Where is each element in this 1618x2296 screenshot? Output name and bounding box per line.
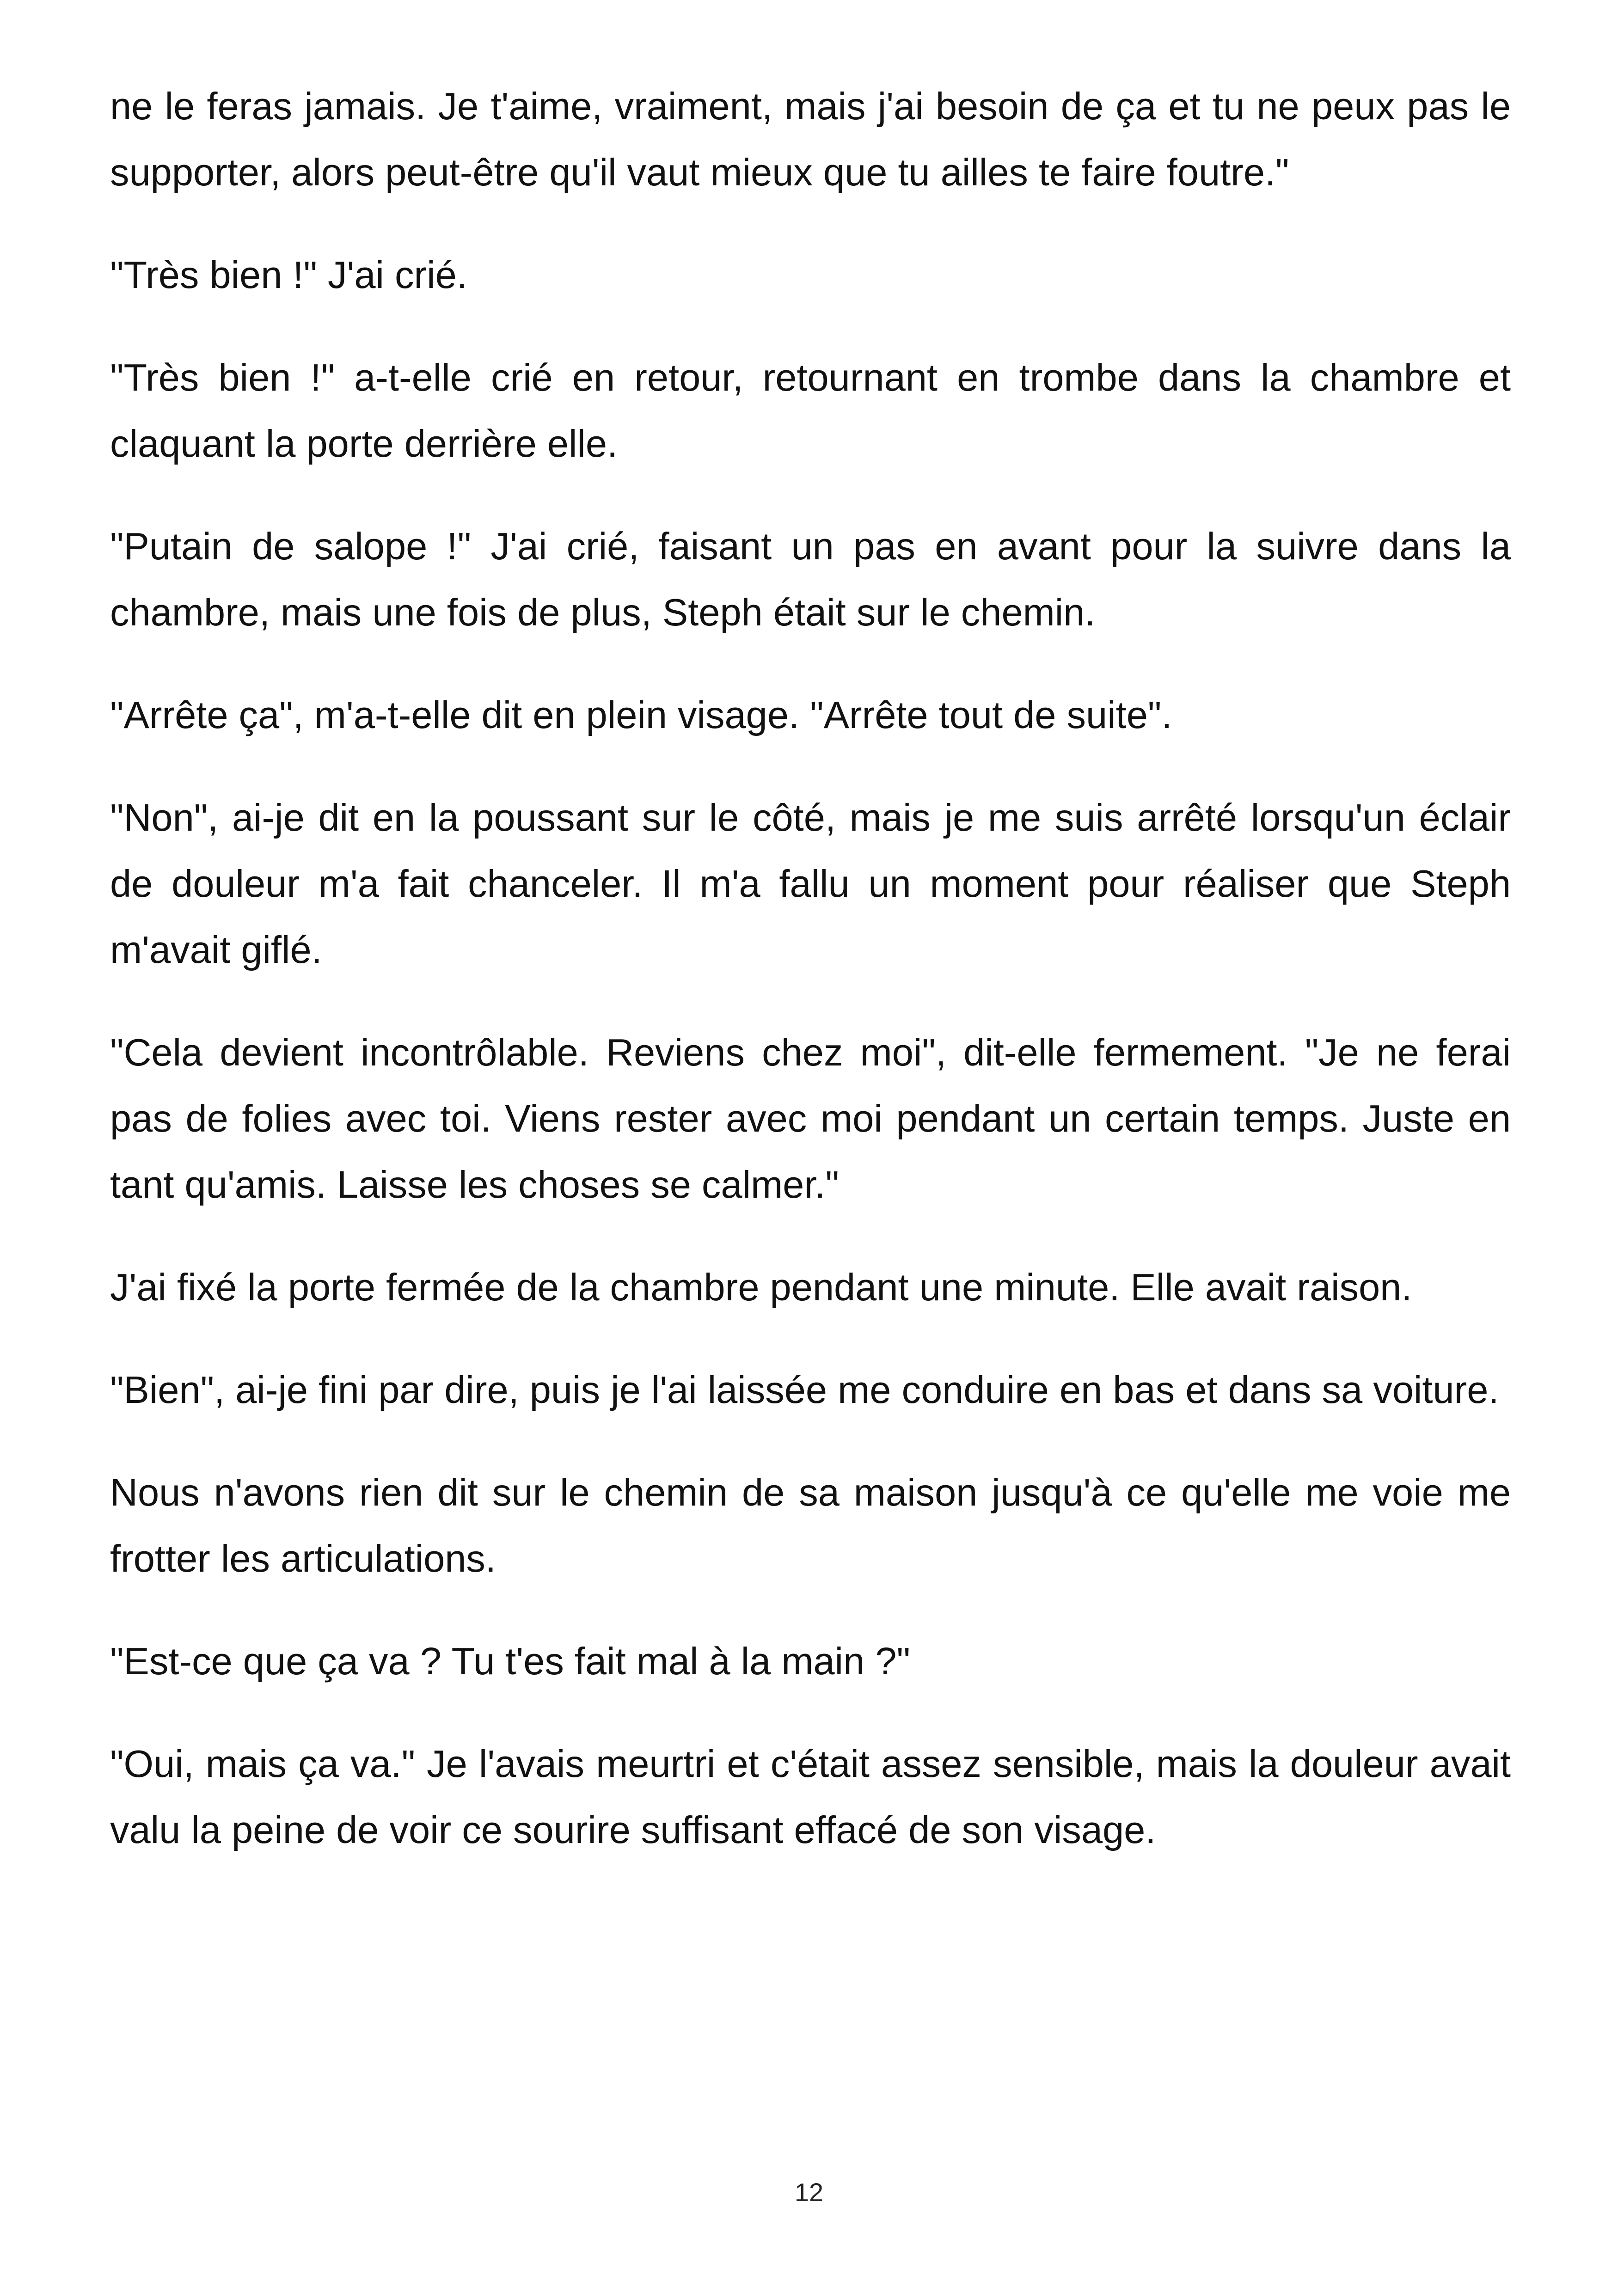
paragraph: ne le feras jamais. Je t'aime, vraiment, mais j'ai besoin de ça et tu ne peux pas le supporter, alors peut-être qu'il vaut mieux que tu ailles te faire foutre.": [110, 85, 1511, 194]
paragraph: "Cela devient incontrôlable. Reviens chez moi", dit-elle fermement. "Je ne ferai pas de folies avec toi. Viens rester avec moi pendant un certain temps. Juste en tant qu'amis. Laisse les choses se calmer.": [110, 1031, 1511, 1206]
paragraph: "Très bien !" a-t-elle crié en retour, retournant en trombe dans la chambre et claquant la porte derrière elle.: [110, 356, 1511, 465]
page-number: 12: [794, 2178, 824, 2207]
paragraph: "Bien", ai-je fini par dire, puis je l'ai laissée me conduire en bas et dans sa voiture.: [110, 1368, 1499, 1411]
paragraph: Nous n'avons rien dit sur le chemin de sa maison jusqu'à ce qu'elle me voie me frotter les articulations.: [110, 1471, 1511, 1580]
paragraph: "Arrête ça", m'a-t-elle dit en plein visage. "Arrête tout de suite".: [110, 693, 1172, 736]
paragraph: "Oui, mais ça va." Je l'avais meurtri et c'était assez sensible, mais la douleur avait valu la peine de voir ce sourire suffisant effacé de son visage.: [110, 1742, 1511, 1851]
paragraph: "Putain de salope !" J'ai crié, faisant un pas en avant pour la suivre dans la chambre, mais une fois de plus, Steph était sur le chemin.: [110, 525, 1511, 634]
paragraph: "Est-ce que ça va ? Tu t'es fait mal à la main ?": [110, 1640, 910, 1683]
body-text: [110, 73, 1511, 1899]
paragraph: "Très bien !" J'ai crié.: [110, 253, 467, 296]
paragraph: J'ai fixé la porte fermée de la chambre pendant une minute. Elle avait raison.: [110, 1266, 1412, 1309]
paragraph: "Non", ai-je dit en la poussant sur le côté, mais je me suis arrêté lorsqu'un éclair de douleur m'a fait chanceler. Il m'a fallu un moment pour réaliser que Steph m'avait giflé.: [110, 796, 1511, 971]
